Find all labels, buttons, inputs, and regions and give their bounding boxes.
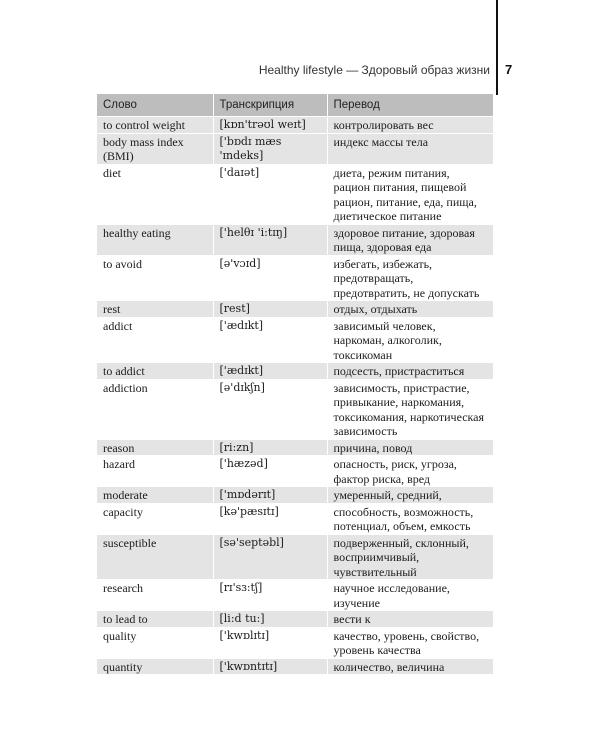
- cell-transcription: [ri:zn]: [213, 439, 327, 456]
- cell-translation: диета, режим питания, рацион питания, пищевой рацион, питание, еда, пища, диетическое питание: [327, 164, 493, 224]
- cell-word: to control weight: [97, 117, 213, 134]
- cell-translation: зависимость, пристрастие, привыкание, наркомания, токсикомания, наркотическая зависимость: [327, 379, 493, 439]
- cell-word: addict: [97, 317, 213, 363]
- cell-transcription: ['kwɒntɪtɪ]: [213, 658, 327, 675]
- cell-translation: научное исследование, изучение: [327, 580, 493, 611]
- cell-word: research: [97, 580, 213, 611]
- table-row: [97, 301, 493, 318]
- table-row: [97, 317, 493, 363]
- cell-word: diet: [97, 164, 213, 224]
- cell-transcription: [li:d tu:]: [213, 611, 327, 628]
- cell-transcription: ['helθɪ 'i:tɪŋ]: [213, 224, 327, 255]
- cell-transcription: [ə'dɪkʃn]: [213, 379, 327, 439]
- cell-word: susceptible: [97, 534, 213, 580]
- cell-translation: опасность, риск, угроза, фактор риска, вред: [327, 456, 493, 487]
- running-header-title: Healthy lifestyle — Здоровый образ жизни: [258, 63, 490, 77]
- cell-transcription: [kə'pæsɪtɪ]: [213, 503, 327, 534]
- cell-translation: способность, возможность, потенциал, объем, емкость: [327, 503, 493, 534]
- cell-translation: отдых, отдыхать: [327, 301, 493, 318]
- cell-translation: вести к: [327, 611, 493, 628]
- column-header-transcription: Транскрипция: [213, 94, 327, 117]
- cell-transcription: [ə'vɔɪd]: [213, 255, 327, 301]
- table-row: [97, 164, 493, 224]
- cell-word: to avoid: [97, 255, 213, 301]
- cell-transcription: [sə'septəbl]: [213, 534, 327, 580]
- cell-translation: подверженный, склонный, восприимчивый, чувствительный: [327, 534, 493, 580]
- table-row: [97, 580, 493, 611]
- cell-word: quality: [97, 627, 213, 658]
- table-row: [97, 658, 493, 675]
- cell-transcription: ['ædɪkt]: [213, 363, 327, 380]
- cell-translation: причина, повод: [327, 439, 493, 456]
- cell-word: reason: [97, 439, 213, 456]
- cell-translation: качество, уровень, свойство, уровень качества: [327, 627, 493, 658]
- cell-translation: подсесть, пристраститься: [327, 363, 493, 380]
- cell-translation: контролировать вес: [327, 117, 493, 134]
- table-row: [97, 487, 493, 504]
- cell-transcription: [rɪ'sɜ:tʃ]: [213, 580, 327, 611]
- table-row: [97, 224, 493, 255]
- cell-word: quantity: [97, 658, 213, 675]
- cell-translation: количество, величина: [327, 658, 493, 675]
- table-row: [97, 117, 493, 134]
- cell-transcription: ['ædɪkt]: [213, 317, 327, 363]
- cell-transcription: [rest]: [213, 301, 327, 318]
- page-number: 7: [505, 62, 513, 77]
- cell-word: addiction: [97, 379, 213, 439]
- table-row: [97, 439, 493, 456]
- table-row: [97, 363, 493, 380]
- cell-word: capacity: [97, 503, 213, 534]
- cell-word: moderate: [97, 487, 213, 504]
- cell-word: to lead to: [97, 611, 213, 628]
- table-header-row: [97, 94, 493, 117]
- cell-transcription: ['kwɒlɪtɪ]: [213, 627, 327, 658]
- vocabulary-table: [97, 94, 493, 675]
- cell-translation: зависимый человек, наркоман, алкоголик, токсикоман: [327, 317, 493, 363]
- cell-word: hazard: [97, 456, 213, 487]
- cell-transcription: ['daɪət]: [213, 164, 327, 224]
- cell-translation: здоровое питание, здоровая пища, здоровая еда: [327, 224, 493, 255]
- table-row: [97, 503, 493, 534]
- cell-transcription: [kɒn'trəʊl weɪt]: [213, 117, 327, 134]
- header-vertical-rule: [496, 0, 498, 95]
- cell-translation: умеренный, средний,: [327, 487, 493, 504]
- cell-word: to addict: [97, 363, 213, 380]
- cell-translation: индекс массы тела: [327, 133, 493, 164]
- table-row: [97, 534, 493, 580]
- cell-word: body mass index (BMI): [97, 133, 213, 164]
- column-header-translation: Перевод: [327, 94, 493, 117]
- cell-translation: избегать, избежать, предотвращать, предотвратить, не допускать: [327, 255, 493, 301]
- table-row: [97, 611, 493, 628]
- table-row: [97, 456, 493, 487]
- table-row: [97, 379, 493, 439]
- cell-transcription: ['bɒdɪ mæs 'ɪndeks]: [213, 133, 327, 164]
- cell-transcription: ['hæzəd]: [213, 456, 327, 487]
- table-row: [97, 255, 493, 301]
- table-row: [97, 627, 493, 658]
- cell-transcription: ['mɒdərɪt]: [213, 487, 327, 504]
- cell-word: healthy eating: [97, 224, 213, 255]
- column-header-word: Слово: [97, 94, 213, 117]
- table-row: [97, 133, 493, 164]
- cell-word: rest: [97, 301, 213, 318]
